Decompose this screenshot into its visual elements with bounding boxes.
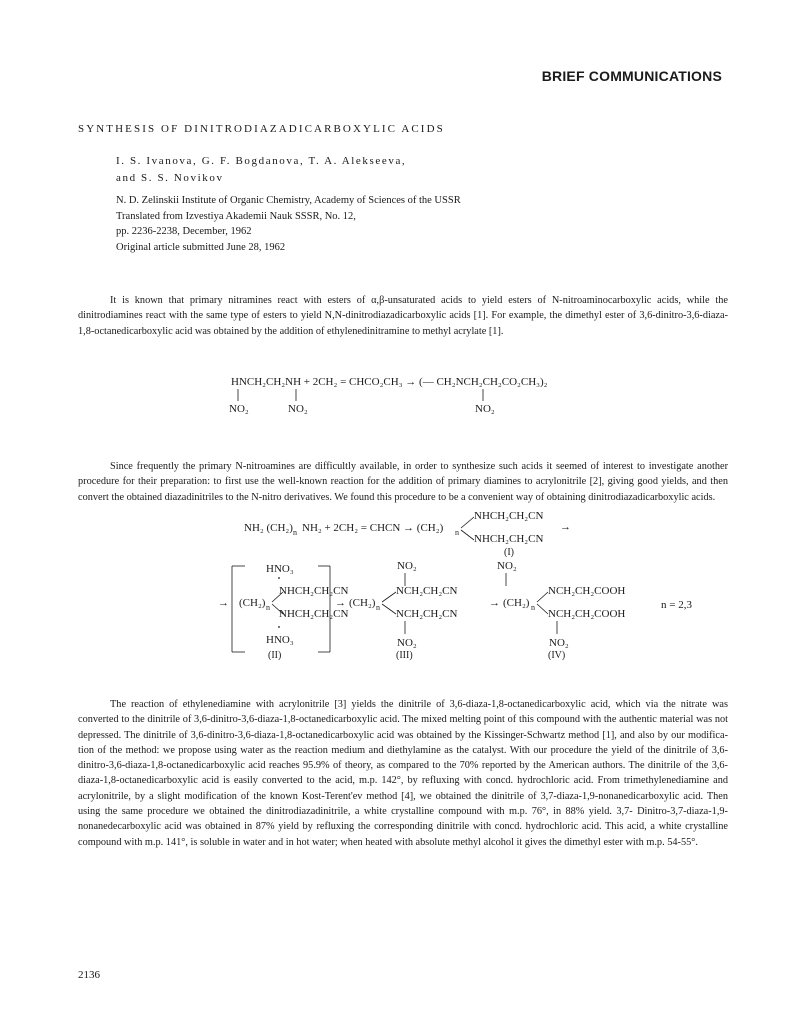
n-values: n = 2,3 <box>661 599 692 611</box>
bond-line <box>461 517 474 528</box>
arrow: → <box>489 597 500 609</box>
nitrate-upper: HNO₃ <box>266 563 294 575</box>
ch2-group: (CH₂) <box>349 597 376 609</box>
article-title: SYNTHESIS OF DINITRODIAZADICARBOXYLIC ACIDS <box>78 123 445 135</box>
ch2-group: (CH₂) <box>239 597 266 609</box>
paragraph-2-text: Since frequently the primary N-nitroamines are difficultly available, in order to synthesize such acids it seemed of interest to investigate another procedure for their preparation: to first use the well-known reaction for the addition of primary diamines to acrylonitrile [2], giving good yields, and then convert the obtained diazadinitriles to the N-nitro derivatives. We found this procedure to be a convenient way of obtaining dinitrodiazadicarboxylic acids. <box>78 461 728 503</box>
bond-line <box>382 604 396 614</box>
bond-line <box>461 530 474 540</box>
authors <box>116 153 406 187</box>
nitro-branch-lower: NCH₂CH₂CN <box>396 608 458 620</box>
acid-branch-upper: NCH₂CH₂COOH <box>548 585 626 597</box>
paragraph-1-text: It is known that primary nitramines react with esters of α,β-unsaturated acids to yield esters of N-nitroaminocarboxylic acids, while the dinitrodiamines react with the same type of esters to yield N,N-dinitrodiazadicarboxylic acids [1]. For example, the dimethyl ester of 3,6-dinitro-3,6-diaza-1,8-octanedicarboxylic acid was obtained by the addition of ethylenedinitramine to methyl acrylate [1]. <box>78 295 728 337</box>
authors-line-2: and S. S. Novikov <box>116 172 224 184</box>
subscript-n: n <box>531 603 535 612</box>
bond-line <box>537 604 548 614</box>
branch-upper: NHCH₂CH₂CN <box>279 585 349 597</box>
paragraph-3 <box>78 697 728 850</box>
compound-label-II: (II) <box>268 650 282 661</box>
compound-label-III: (III) <box>396 650 413 661</box>
nitro-group-label: NO₂ <box>475 403 495 415</box>
nitro-lower: NO₂ <box>549 637 569 649</box>
subscript-n: n <box>266 603 270 612</box>
nitro-upper: NO₂ <box>497 560 517 572</box>
arrow: → <box>218 597 229 609</box>
affiliation-institute: N. D. Zelinskii Institute of Organic Chemistry, Academy of Sciences of the USSR <box>116 195 461 206</box>
affiliation-block <box>116 193 461 255</box>
paragraph-3-text: The reaction of ethylenediamine with acrylonitrile [3] yields the dinitrile of 3,6-diaza-1,8-octanedicarboxylic acid, which via the nitrate was converted to the dinitrile of 3,6-dinitro-3,6-diaza-1,8-octanedicarboxylic acid. The mixed melting point of this compound with the authentic material was not depressed. The dinitrile of 3,6-dinitro-3,6-diaza-1,8-octanedicarboxylic acid was obtained by the Kissinger-Schwartz method [1], and also by our modification of the method: we propose using water as the reaction medium and diethylamine as the catalyst. With our procedure the yield of the dinitrile of 3,6-dinitro-3,6-diaza-1,8-octanedicarboxylic acid reaches 95.9% of theory, as compared to the 70% reported by the American authors. The dinitrile of the 3,6-diaza-1,8-octanedicarboxylic acid is easily converted to the acid, m.p. 142°, by refluxing with concd. hydrochloric acid. From trimethylenediamine and acrylonitrile, by a slight modification of the known Kost-Terent'ev method [4], we obtained the dinitrile of 3,7-diaza-1,9-nonanedicarboxylic acid. Then using the same procedure we obtained the dinitrodiazadinitrile, a white crystalline compound with m.p. 76°, in 88% yield. 3,7- Dinitro-3,7-diaza-1,9-nonanedecarboxylic acid was obtained in 87% yield by refluxing the corresponding dinitrile with concd. hydrochloric acid. This acid, a white crystalline compound with m.p. 141°, is soluble in water and in hot water; when heated with absolute methyl alcohol it gives the dimethyl ester with m.p. 54-55°. <box>78 699 728 848</box>
authors-line-1: I. S. Ivanova, G. F. Bogdanova, T. A. Alekseeva, <box>116 155 407 167</box>
ionic-dot <box>278 626 280 628</box>
ch2-group: (CH₂) <box>503 597 530 609</box>
diamine-formula: NH₂ (CH₂) <box>244 522 293 534</box>
nitro-upper: NO₂ <box>397 560 417 572</box>
affiliation-submitted: Original article submitted June 28, 1962 <box>116 241 286 253</box>
branch-upper: NHCH₂CH₂CN <box>474 510 544 522</box>
arrow: → <box>560 521 571 533</box>
compound-label-IV: (IV) <box>548 650 566 661</box>
subscript-n: n <box>293 528 297 537</box>
paragraph-2 <box>78 459 728 505</box>
paragraph-1 <box>78 293 728 339</box>
nitro-branch-upper: NCH₂CH₂CN <box>396 585 458 597</box>
section-heading: BRIEF COMMUNICATIONS <box>541 68 722 84</box>
nitro-group-label: NO₂ <box>229 403 249 415</box>
reaction-scheme-2 <box>0 506 807 688</box>
bond-line <box>382 592 396 602</box>
ionic-dot <box>278 577 280 579</box>
acrylonitrile-formula: NH₂ + 2CH₂ = CHCN → (CH₂) <box>302 522 444 534</box>
branch-lower: NHCH₂CH₂CN <box>474 533 544 545</box>
subscript-n: n <box>455 528 459 537</box>
compound-label-I: (I) <box>504 547 514 558</box>
reaction-scheme-1 <box>0 368 807 432</box>
branch-lower: NHCH₂CH₂CN <box>279 608 349 620</box>
arrow: → <box>335 597 346 609</box>
affiliation-pages: pp. 2236-2238, December, 1962 <box>116 226 252 237</box>
subscript-n: n <box>376 603 380 612</box>
page-number: 2136 <box>78 969 100 981</box>
nitrate-lower: HNO₃ <box>266 634 294 646</box>
scheme-1-equation: HNCH₂CH₂NH + 2CH₂ = CHCO₂CH₃ → (— CH₂NCH₂CH₂CO₂CH₃)₂ <box>231 376 548 388</box>
nitro-lower: NO₂ <box>397 637 417 649</box>
nitro-group-label: NO₂ <box>288 403 308 415</box>
affiliation-translation: Translated from Izvestiya Akademii Nauk SSSR, No. 12, <box>116 210 356 222</box>
bond-line <box>537 592 548 602</box>
acid-branch-lower: NCH₂CH₂COOH <box>548 608 626 620</box>
